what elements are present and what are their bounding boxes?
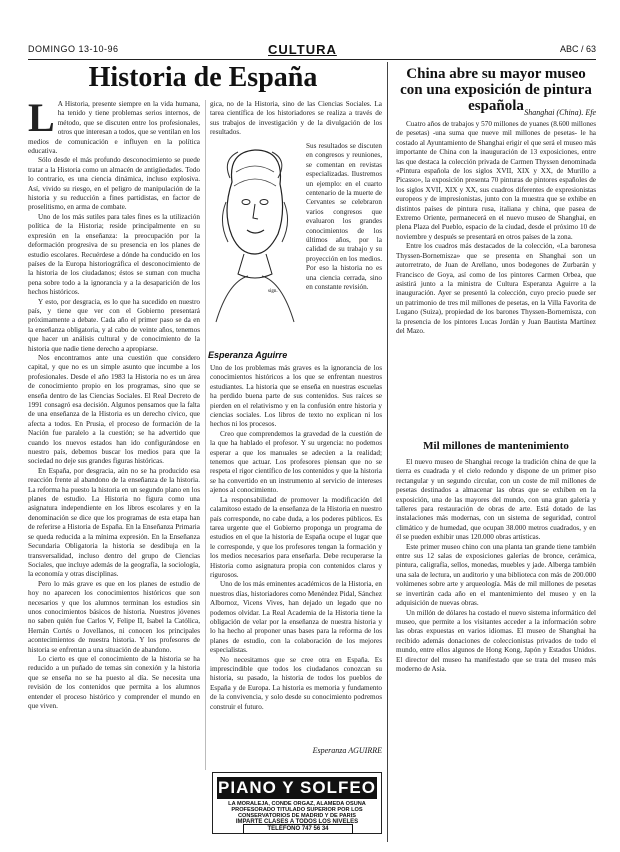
paragraph: No necesitamos que se cree otra en España. Es imprescindible que todos los ciudadanos conozcan su historia, su pasado, la historia de todos los pueblos de España y de Europa. La historia es memoria y fundamento de la convivencia, y solo desde su conocimiento podremos construir el futuro. <box>210 655 382 711</box>
paragraph: gica, no de la Historia, sino de las Ciencias Sociales. La tarea científica de los historiadores se realiza a través de sus trabajos de investigación y de la divulgación de los resultados. <box>210 100 382 137</box>
ad-brand: PIANO Y SOLFEO <box>218 778 376 797</box>
ad-line: IMPARTE CLASES A TODOS LOS NIVELES <box>235 819 359 825</box>
section-title: CULTURA <box>268 42 337 57</box>
page-header <box>28 44 596 58</box>
article-column-1 <box>28 100 200 840</box>
paragraph: El nuevo museo de Shanghai recoge la tradición china de que la tierra es cuadrada y el cielo redondo y dispone de un primer piso rectangular y un segundo circular, con un coste de mil millones de pesetas destinados a almacenar las obras que se exhiben en la exposición, una de las mayores del mundo, con una gran galería y talleres para restauración de obras de arte. Está dotado de las instalaciones más modernas, con un sistema de seguridad, control climático y de humedad, que ocupan 38.000 metros cuadrados, y en él se pueden exhibir unas 120.000 obras artísticas. <box>396 458 596 542</box>
svg-text:sign.: sign. <box>268 289 278 294</box>
china-article-body-2 <box>396 458 596 842</box>
portrait-caption: Esperanza Aguirre <box>208 350 288 360</box>
paragraph: A Historia, presente siempre en la vida humana, ha tenido y tiene problemas serios internos, de método, que se discuten entre los profesionales, otros que interesan a todos, que se ventilan en los medios de comunicación e influyen en la política educativa. <box>28 100 200 156</box>
ad-line: LA MORALEJA, CONDE ORGAZ, ALAMEDA OSUNA <box>228 801 366 807</box>
page-number: ABC / 63 <box>559 44 596 54</box>
drop-cap: L <box>28 100 55 140</box>
ad-phone: TELÉFONO 747 56 34 <box>243 824 353 834</box>
paragraph: La responsabilidad de promover la modificación del calamitoso estado de la enseñanza de la Historia en nuestro país corresponde, no cabe duda, a los poderes públicos. Es tarea urgente que el Gobierno proponga un programa de estudios en el que la historia de España ocupe el lugar que le corresponde, y que los profesores tengan la formación y los medios necesarios para enseñarla. Debe recuperarse la Historia como asignatura propia con contenidos claros y rigurosos. <box>210 495 382 579</box>
paragraph: Uno de los más sutiles para tales fines es la utilización política de la Historia; reside principalmente en su expresión en la enseñanza: la preocupación por la deformación progresiva de su presencia en los planes de estudio escolares. Recuérdese a dónde ha conducido en los países de la Europa historiográfica el desconocimiento de la historia de los ciudadanos; éstos se suman con mucha pena sobre todo a la ignorancia y a la desaparición de los hechos históricos. <box>28 212 200 297</box>
column-gutter <box>205 100 206 770</box>
ad-line: PROFESORADO TITULADO SUPERIOR POR LOS <box>231 807 363 813</box>
paragraph: Un millón de dólares ha costado el nuevo sistema informático del museo, que permite a los visitantes acceder a la información sobre las obras expuestas en varios idiomas. El museo de Shanghai ha recibido además donaciones de coleccionistas privados de todo el mundo, entre ellos algunos de Hong Kong, Japón y Estados Unidos. El director del museo ha manifestado que se trata del museo más moderno de Asia. <box>396 608 596 673</box>
article-title: Historia de España <box>88 62 318 93</box>
piano-advertisement <box>212 772 382 834</box>
paragraph: Uno de los problemas más graves es la ignorancia de los conocimientos históricos a los que se enfrentan nuestros estudiantes. La historia que se enseña en nuestras escuelas ha perdido buena parte de sus contenidos. Sus raíces se pierden en el relativismo y en la confusión entre historia y ciencias sociales. Los libros de texto no explican ni los hechos ni los procesos. <box>210 364 382 429</box>
china-article-subhead: Mil millones de mantenimiento <box>423 440 569 452</box>
paragraph: Lo cierto es que el conocimiento de la historia se ha reducido a un puñado de temas sin conexión y la historia que se enseña no se ha puesto al día. Se necesita una revisión de los contenidos que permita a los alumnos entender el proceso histórico y comprender el mundo en que viven. <box>28 654 200 710</box>
header-rule <box>28 59 596 60</box>
paragraph: Creo que comprendemos la gravedad de la cuestión de la que ha hablado el profesor. Y su urgencia: no podemos esperar a que los manuales se adecúen a la realidad; tenemos que actuar. Los profesores piensan que no se respeta el rigor científico de los contenidos y que la historia se ha convertido en un instrumento al servicio de intereses ajenos al conocimiento. <box>210 429 382 495</box>
ad-line: CONSERVATORIOS DE MADRID Y DE PARIS <box>237 813 356 819</box>
paragraph: Sólo desde el más profundo desconocimiento se puede tratar a la Historia como un almacén de antigüedades. Todo lo contrario, es una ciencia dinámica, incluso explosiva. Así, vivido su riesgo, en el peligro de manipulación de la historia y su reducción a fines partidistas, en factor de proselitismo, en arma de combate. <box>28 156 200 212</box>
paragraph: En España, por desgracia, aún no se ha producido esa reacción frente al abandono de la enseñanza de la historia. La reforma ha puesto la historia en un segundo plano en los planes de estudio. La Historia no figura como una asignatura independiente en los libros escolares y en la denominación se dice que los programas de esta etapa han de referirse a Historia de España. En la Enseñanza Primaria se queda reducida a la mínima expresión. En la Enseñanza Secundaria Obligatoria la historia se desdibuja en la transversalidad, incluso dentro del grupo de Ciencias Sociales, que incluye además de la geografía, la sociología, la economía y otras disciplinas. <box>28 466 200 579</box>
column-divider <box>387 62 388 842</box>
paragraph: Uno de los más eminentes académicos de la Historia, en nuestros días, historiadores como Menéndez Pidal, Sánchez Albornoz, Vicens Vives, han dejado un legado que no podemos olvidar. La Real Academia de la Historia tiene la obligación de velar por la enseñanza de nuestra historia y lo ha hecho al proponer unas bases para la reforma de los planes de estudio, con la colaboración de los mejores especialistas. <box>210 580 382 655</box>
paragraph: Cuatro años de trabajos y 570 millones de yuanes (8.600 millones de pesetas) -una suma que nueve mil millones de pesetas- le ha costado al Ayuntamiento de Shanghai erigir el que será el museo más importante de China con la inauguración de 13 exposiciones, entre las que destaca la colección privada de Carmen Thyssen denominada «Pintura española de los siglos XVII, XIX y XX, de Murillo a Picasso», la exposición presenta 70 pinturas de pintores españoles de los siglos XVII, XIX y XX, sus cuadros diferentes de expresionistas europeos y de impresionistas, junto con la muestra que se exhibe en distintos países de pintura rusa, italiana y china, que pasea de Extremo Oriente, permanecerá en el nuevo museo de Shanghai, en plena Plaza del Pueblo, espacio de la ciudad, desde el próximo 10 de noviembre y después se presentará en otros países de la zona. <box>396 120 596 241</box>
paragraph: Sus resultados se discuten en congresos y reuniones, se comentan en revistas especializadas. Ilustremos un ejemplo: en el cuarto centenario de la muerte de Cervantes se celebraron varios congresos que evaluaron los grandes conocimientos de los últimos años, por la calidad de su trabajo y su proyección en los medios. Por eso la historia no es una ciencia cerrada, sino en constante revisión. <box>306 142 382 292</box>
issue-date: DOMINGO 13-10-96 <box>28 44 119 54</box>
article-column-2-bottom <box>210 364 382 744</box>
paragraph: Y esto, por desgracia, es lo que ha sucedido en nuestro país, y tiene que ver con el Gobierno presentará próximamente a debate. Cada año el primer paso se da en la enseñanza obligatoria, y al cabo de veinte años, tenemos que hacer un análisis cultural y de conocimiento de la historia que nadie tiene derecho a apropiarse. <box>28 297 200 353</box>
paragraph: Pero lo más grave es que en los planes de estudio de hoy no aparecen los conocimientos históricos que son necesarios y que los alumnos terminan los estudios sin unos conocimientos básicos de historia. Nuestros jóvenes no saben quién fue Carlos V, Felipe II, Isabel la Católica, Hernán Cortés o Jovellanos, ni conocen los principales acontecimientos de nuestra historia. Y los profesores de historia se enfrentan a una situación de abandono. <box>28 579 200 654</box>
china-article-title: China abre su mayor museo con una exposición de pintura española <box>400 66 592 114</box>
paragraph: Entre los cuadros más destacados de la colección, «La baronesa Thyssen-Bornemisza» que se presenta en Shanghai son un autorretrato, de Juan de Arellano, unos bodegones de Zurbarán y Francisco de Goya, así como de los pintores Carmen Orbea, que asistirá junto a la ministra de Cultura Esperanza Aguirre a la inauguración. Ayer se presentó la colección, cuyo precio puede ser un patrimonio de tres mil millones de pesetas, en la Villa Favorita de Lugano (Suiza), propiedad de los barones Thyssen-Bornemisza, con la presencia de los pintores Lucas Jordán y Juan Bautista Martínez del Mazo. <box>396 242 596 335</box>
article-column-2-right <box>306 142 382 362</box>
article-column-2-top <box>210 100 382 140</box>
author-signature: Esperanza AGUIRRE <box>312 746 382 755</box>
china-article-byline: Shanghai (China). Efe <box>524 108 596 117</box>
paragraph: Este primer museo chino con una planta tan grande tiene también entre sus 12 salas de exposiciones galerías de bronce, cerámica, pintura, caligrafía, sellos, monedas, muebles y jade. Alberga también una sala de lectura, un auditorio y una biblioteca con más de 200.000 volúmenes sobre arte y arqueología. Más de mil millones de pesetas se invertirán cada año en el mantenimiento del museo y en la adquisición de nuevas obras. <box>396 542 596 608</box>
china-article-body <box>396 120 596 432</box>
paragraph: Nos encontramos ante una cuestión que considero capital, y que no es un simple asunto que incumbe a los profesionales. Desde el año 1983 la Historia no es un área de conocimiento propio en los programas, sino que se enseña dentro de las Ciencias Sociales. El Real Decreto de 1991 consagró esa decisión. Algunos pensamos que la falta de una enseñanza de la Historia es un derecho cívico, que afecta a todos. En Prusia, el proceso de formación de la Nación fue paralelo a la cuestión; se ha advertido que cuando los nuevos estados han ido configurándose en nuestro país, debemos buscar los medios para que la sociedad no deje sus grandes figuras históricas. <box>28 353 200 466</box>
portrait-illustration <box>208 142 302 342</box>
